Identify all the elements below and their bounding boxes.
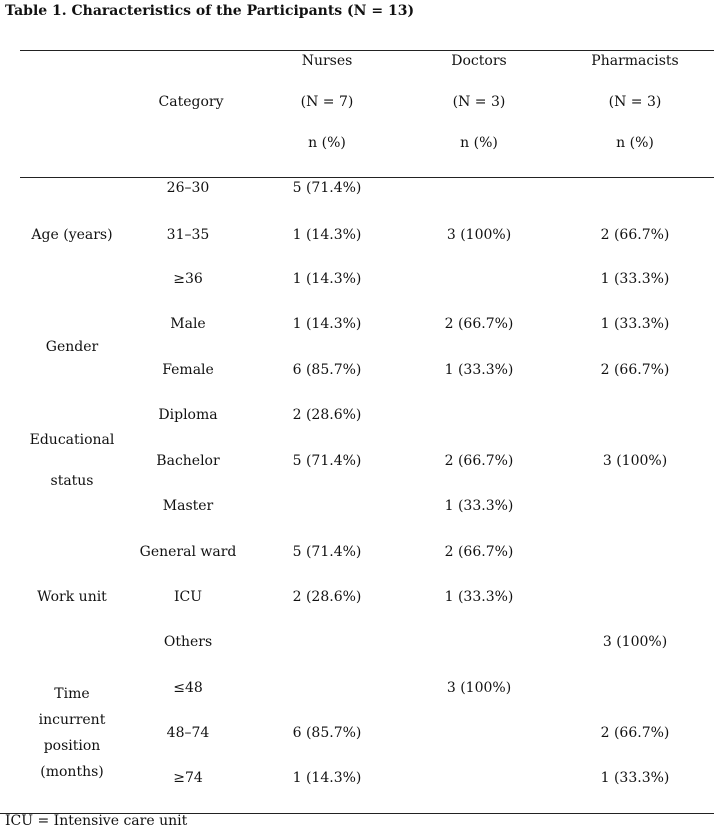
group-time-line2: incurrent xyxy=(38,712,106,728)
group-time-line4: (months) xyxy=(40,764,104,780)
row-doctors-value: 3 (100%) xyxy=(446,227,512,243)
row-category: Master xyxy=(162,498,214,514)
row-pharmacists-value: 3 (100%) xyxy=(602,453,668,469)
row-category: Bachelor xyxy=(156,453,220,469)
group-time-line1: Time xyxy=(54,686,90,702)
row-nurses-value: 5 (71.4%) xyxy=(292,453,362,469)
row-category: ICU xyxy=(173,589,203,605)
row-pharmacists-value: 2 (66.7%) xyxy=(600,227,670,243)
row-nurses-value: 5 (71.4%) xyxy=(292,544,362,560)
row-category: Diploma xyxy=(158,407,218,423)
row-category: 48–74 xyxy=(166,725,210,741)
row-category: Male xyxy=(170,316,206,332)
header-doctors-percent: n (%) xyxy=(460,135,498,151)
group-time-line3: position xyxy=(43,738,101,754)
table-footnote: ICU = Intensive care unit xyxy=(5,813,188,829)
group-gender: Gender xyxy=(45,339,99,355)
row-nurses-value: 1 (14.3%) xyxy=(292,271,362,287)
row-doctors-value: 2 (66.7%) xyxy=(444,453,514,469)
header-pharmacists-percent: n (%) xyxy=(616,135,654,151)
row-pharmacists-value: 1 (33.3%) xyxy=(600,316,670,332)
row-doctors-value: 1 (33.3%) xyxy=(444,589,514,605)
header-doctors-n: (N = 3) xyxy=(452,94,506,110)
row-pharmacists-value: 2 (66.7%) xyxy=(600,362,670,378)
header-category: Category xyxy=(158,94,224,110)
header-doctors: Doctors xyxy=(451,53,507,69)
group-work-unit: Work unit xyxy=(37,589,107,605)
row-doctors-value: 1 (33.3%) xyxy=(444,362,514,378)
row-category: 31–35 xyxy=(166,227,210,243)
header-pharmacists-n: (N = 3) xyxy=(608,94,662,110)
group-education-line1: Educational xyxy=(29,432,115,448)
group-age: Age (years) xyxy=(31,227,113,243)
row-category: ≥36 xyxy=(173,271,203,287)
group-education-line2: status xyxy=(50,473,94,489)
row-category: ≤48 xyxy=(173,680,203,696)
row-nurses-value: 6 (85.7%) xyxy=(292,725,362,741)
header-nurses-percent: n (%) xyxy=(308,135,346,151)
row-nurses-value: 1 (14.3%) xyxy=(292,770,362,786)
row-pharmacists-value: 3 (100%) xyxy=(602,634,668,650)
row-category: General ward xyxy=(139,544,237,560)
row-category: 26–30 xyxy=(166,180,210,196)
header-nurses: Nurses xyxy=(301,53,353,69)
row-nurses-value: 6 (85.7%) xyxy=(292,362,362,378)
row-pharmacists-value: 1 (33.3%) xyxy=(600,271,670,287)
row-category: ≥74 xyxy=(173,770,203,786)
row-pharmacists-value: 2 (66.7%) xyxy=(600,725,670,741)
row-nurses-value: 5 (71.4%) xyxy=(292,180,362,196)
row-category: Female xyxy=(162,362,214,378)
header-pharmacists: Pharmacists xyxy=(591,53,679,69)
row-nurses-value: 2 (28.6%) xyxy=(292,407,362,423)
header-nurses-n: (N = 7) xyxy=(300,94,354,110)
row-pharmacists-value: 1 (33.3%) xyxy=(600,770,670,786)
row-doctors-value: 1 (33.3%) xyxy=(444,498,514,514)
row-nurses-value: 1 (14.3%) xyxy=(292,227,362,243)
row-doctors-value: 3 (100%) xyxy=(446,680,512,696)
table-header-rule xyxy=(20,177,714,178)
row-nurses-value: 2 (28.6%) xyxy=(292,589,362,605)
row-doctors-value: 2 (66.7%) xyxy=(444,544,514,560)
row-nurses-value: 1 (14.3%) xyxy=(292,316,362,332)
row-doctors-value: 2 (66.7%) xyxy=(444,316,514,332)
table-title: Table 1. Characteristics of the Participants (N = 13) xyxy=(5,3,415,19)
row-category: Others xyxy=(163,634,213,650)
